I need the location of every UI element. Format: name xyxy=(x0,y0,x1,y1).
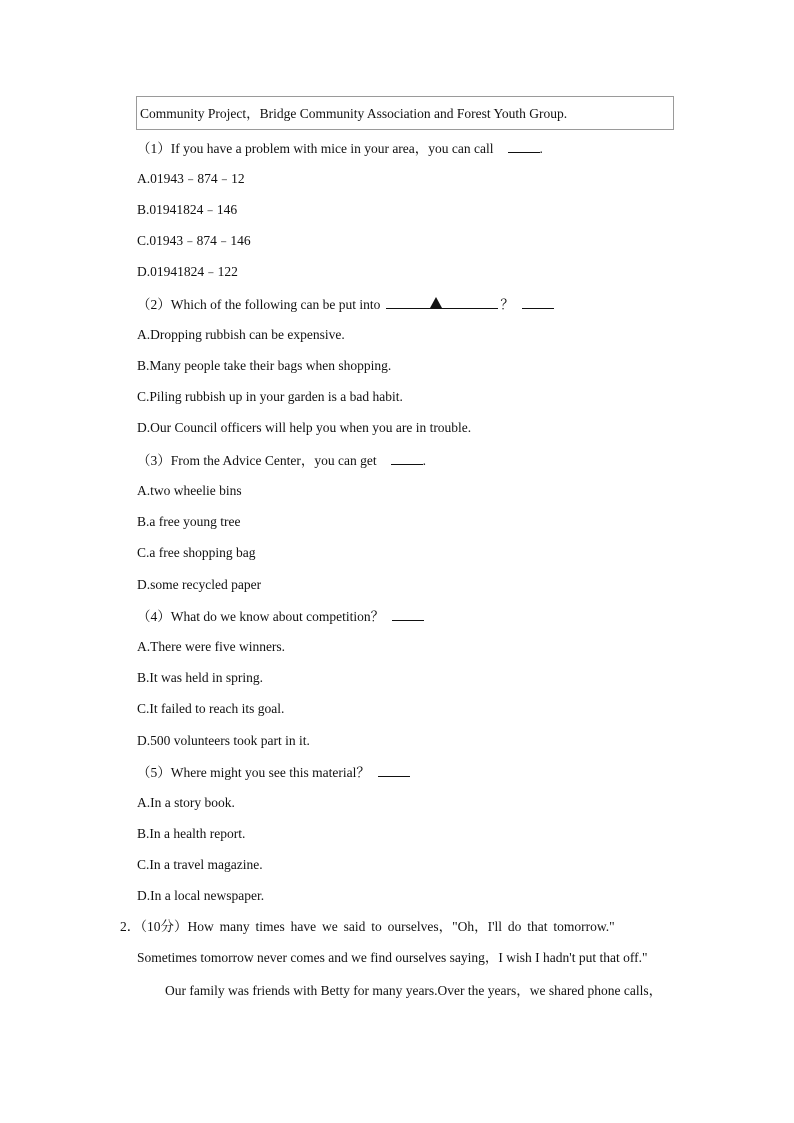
option-3a[interactable]: A.two wheelie bins xyxy=(137,483,242,498)
triangle-blank xyxy=(386,296,498,309)
option-3d[interactable]: D.some recycled paper xyxy=(137,577,262,592)
question-1-end: . xyxy=(539,141,543,156)
question-5-stem: （5）Where might you see this material？ xyxy=(137,765,370,780)
option-1a[interactable]: A.01943﹣874﹣12 xyxy=(137,171,245,186)
option-4c[interactable]: C.It failed to reach its goal. xyxy=(137,701,285,716)
option-2d[interactable]: D.Our Council officers will help you when you are in trouble. xyxy=(137,420,472,435)
option-3b[interactable]: B.a free young tree xyxy=(137,514,241,529)
question-3-end: . xyxy=(422,453,426,468)
option-1b[interactable]: B.01941824﹣146 xyxy=(137,202,238,217)
question-4-stem: （4）What do we know about competition？ xyxy=(137,609,385,624)
option-5d[interactable]: D.In a local newspaper. xyxy=(137,888,265,903)
answer-blank-3[interactable] xyxy=(391,452,423,465)
option-2c[interactable]: C.Piling rubbish up in your garden is a bad habit. xyxy=(137,389,403,404)
section-2-line-3: Our family was friends with Betty for many years.Over the years，we shared phone calls， xyxy=(165,983,663,998)
option-2b[interactable]: B.Many people take their bags when shopping. xyxy=(137,358,392,373)
question-2 xyxy=(137,296,554,313)
question-5 xyxy=(137,764,410,781)
answer-blank-1[interactable] xyxy=(508,140,540,153)
option-1d[interactable]: D.01941824﹣122 xyxy=(137,264,238,279)
option-5a[interactable]: A.In a story book. xyxy=(137,795,235,810)
option-4a[interactable]: A.There were five winners. xyxy=(137,639,286,654)
question-4 xyxy=(137,608,424,625)
option-5c[interactable]: C.In a travel magazine. xyxy=(137,857,263,872)
question-3 xyxy=(137,452,426,469)
option-4b[interactable]: B.It was held in spring. xyxy=(137,670,263,685)
question-3-stem: （3）From the Advice Center，you can get xyxy=(137,453,377,468)
passage-tail-text: Community Project，Bridge Community Association and Forest Youth Group. xyxy=(140,106,568,121)
section-2-line-2: Sometimes tomorrow never comes and we find ourselves saying，I wish I hadn't put that off." xyxy=(137,950,648,965)
section-2-heading: 2．（10分）How many times have we said to ourselves，"Oh，I'll do that tomorrow." xyxy=(120,919,615,934)
option-3c[interactable]: C.a free shopping bag xyxy=(137,545,256,560)
question-2-stem: （2）Which of the following can be put into xyxy=(137,297,381,312)
passage-tail-box xyxy=(136,96,674,130)
answer-blank-2[interactable] xyxy=(522,296,554,309)
question-1-stem: （1）If you have a problem with mice in your area，you can call xyxy=(137,141,494,156)
question-2-qmark: ？ xyxy=(500,297,514,312)
option-1c[interactable]: C.01943﹣874﹣146 xyxy=(137,233,251,248)
answer-blank-4[interactable] xyxy=(392,608,424,621)
option-5b[interactable]: B.In a health report. xyxy=(137,826,246,841)
answer-blank-5[interactable] xyxy=(378,764,410,777)
option-2a[interactable]: A.Dropping rubbish can be expensive. xyxy=(137,327,345,342)
option-4d[interactable]: D.500 volunteers took part in it. xyxy=(137,733,310,748)
question-1 xyxy=(137,140,543,157)
triangle-icon xyxy=(430,297,442,308)
